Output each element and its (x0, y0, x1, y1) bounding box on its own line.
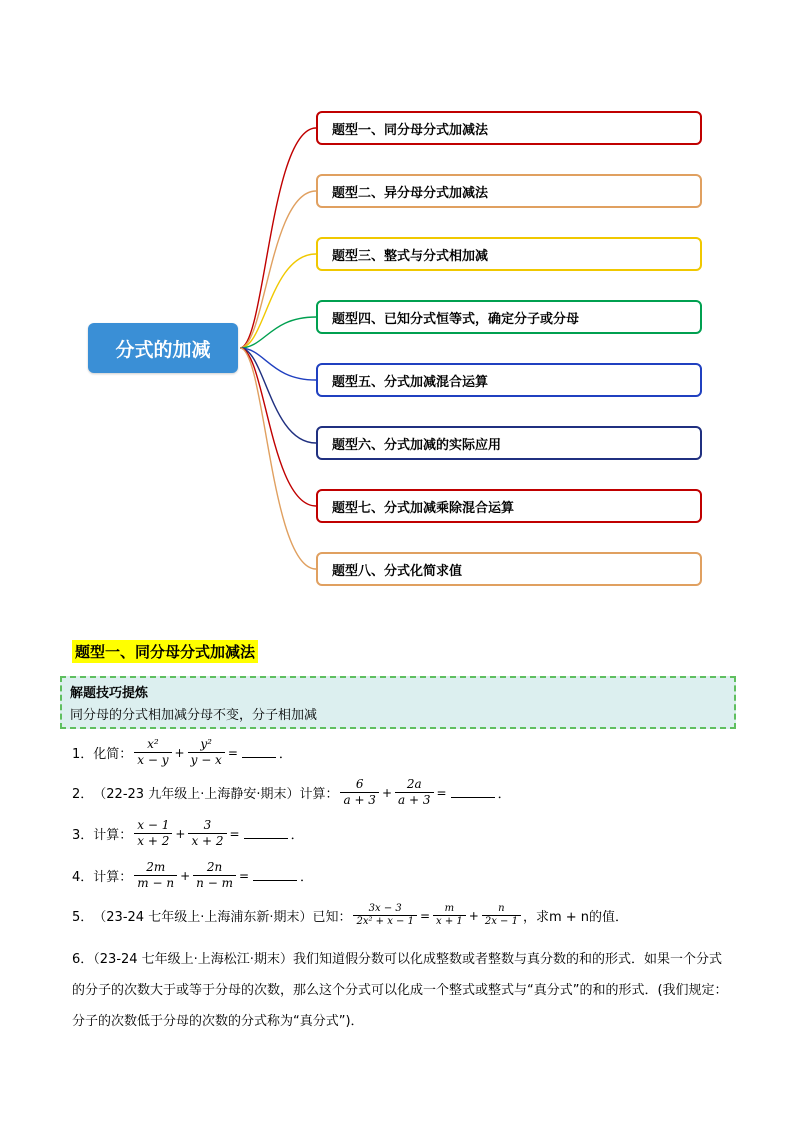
q5-f2-denominator: x + 1 (433, 915, 466, 928)
q4-prefix: 计算： (93, 870, 133, 885)
q2-prefix: （22-23 九年级上·上海静安·期末）计算： (93, 787, 339, 802)
q2-f1-numerator: 6 (355, 777, 364, 791)
q3-prefix: 计算： (93, 828, 133, 843)
question-2 (72, 777, 511, 808)
q5-f3-numerator: n (498, 903, 505, 914)
q3-f1-denominator: x + 2 (134, 833, 172, 849)
q1-answer-blank[interactable] (242, 747, 276, 758)
q3-end: ． (290, 828, 304, 843)
q4-end: ． (300, 870, 314, 885)
q5-f1-denominator: 2x² + x − 1 (353, 915, 417, 928)
q5-suffix: ，求m + n的值． (522, 910, 629, 925)
q3-equals: = (229, 826, 240, 841)
q2-equals: = (436, 785, 447, 800)
q3-answer-blank[interactable] (244, 828, 288, 839)
q1-plus: + (174, 745, 185, 760)
q1-f2-numerator: y² (200, 737, 212, 751)
q4-number: 4． (72, 870, 94, 885)
mindmap-node-2[interactable]: 题型二、异分母分式加减法 (316, 174, 702, 208)
q4-f2-numerator: 2n (206, 860, 223, 874)
q3-fraction-1 (134, 818, 172, 849)
mindmap-node-7[interactable]: 题型七、分式加减乘除混合运算 (316, 489, 702, 523)
tip-body: 同分母的分式相加减分母不变，分子相加减 (70, 708, 318, 723)
question-5 (72, 903, 628, 928)
q4-answer-blank[interactable] (253, 870, 297, 881)
q4-equals: = (238, 868, 250, 883)
section-title: 题型一、同分母分式加减法 (72, 640, 258, 663)
question-6: 6．（23-24 七年级上·上海松江·期末）我们知道假分数可以化成整数或者整数与真分数的和的形式．如果一个分式的分子的次数大于或等于分母的次数，那么这个分式可以化成一个整式或整式与“真分式”的和的形式．(我们规定：分子的次数低于分母的次数的分式称为“真分式”)． (72, 952, 728, 1029)
q3-f1-numerator: x − 1 (137, 818, 170, 832)
mindmap-node-3[interactable]: 题型三、整式与分式相加减 (316, 237, 702, 271)
q1-f1-denominator: x − y (134, 752, 171, 768)
q1-prefix: 化简： (93, 747, 133, 762)
q5-fraction-1 (353, 903, 417, 928)
q3-f2-numerator: 3 (203, 818, 212, 832)
q4-plus: + (180, 868, 191, 883)
mindmap-root: 分式的加减 (88, 323, 238, 373)
q4-fraction-2 (193, 860, 236, 891)
q5-fraction-2 (433, 903, 466, 928)
q4-f2-denominator: n − m (193, 875, 236, 891)
q2-number: 2． (72, 787, 94, 802)
mindmap-node-6[interactable]: 题型六、分式加减的实际应用 (316, 426, 702, 460)
q2-f2-numerator: 2a (406, 777, 422, 791)
tip-heading: 解题技巧提炼 (70, 686, 149, 701)
q1-fraction-1 (134, 737, 171, 768)
connector-6 (240, 348, 316, 443)
q2-fraction-2 (395, 777, 433, 808)
q3-plus: + (175, 826, 186, 841)
q1-fraction-2 (188, 737, 225, 768)
mindmap-node-1[interactable]: 题型一、同分母分式加减法 (316, 111, 702, 145)
q4-fraction-1 (134, 860, 177, 891)
q2-end: ． (497, 787, 511, 802)
q2-f2-denominator: a + 3 (395, 792, 433, 808)
q4-f1-denominator: m − n (134, 875, 177, 891)
q5-number: 5． (72, 910, 94, 925)
question-1 (72, 737, 292, 768)
mindmap-node-4[interactable]: 题型四、已知分式恒等式，确定分子或分母 (316, 300, 702, 334)
q3-fraction-2 (188, 818, 226, 849)
q1-equals: = (227, 745, 238, 760)
tip-box (60, 676, 736, 729)
q5-prefix: （23-24 七年级上·上海浦东新·期末）已知： (93, 910, 352, 925)
q5-equals: = (419, 908, 431, 923)
mindmap-node-5[interactable]: 题型五、分式加减混合运算 (316, 363, 702, 397)
q1-number: 1． (72, 747, 94, 762)
connector-8 (240, 348, 316, 569)
q3-f2-denominator: x + 2 (188, 833, 226, 849)
q2-plus: + (381, 785, 393, 800)
connector-1 (240, 128, 316, 348)
connector-3 (240, 254, 316, 348)
q5-plus: + (468, 908, 479, 923)
q5-f2-numerator: m (444, 903, 455, 914)
question-3 (72, 818, 304, 849)
q4-f1-numerator: 2m (146, 860, 166, 874)
question-4 (72, 860, 313, 891)
connector-2 (240, 191, 316, 348)
mindmap-node-8[interactable]: 题型八、分式化简求值 (316, 552, 702, 586)
q5-f1-numerator: 3x − 3 (368, 903, 402, 914)
connector-7 (240, 348, 316, 506)
q2-answer-blank[interactable] (451, 787, 495, 798)
q5-f3-denominator: 2x − 1 (482, 915, 521, 928)
q3-number: 3． (72, 828, 94, 843)
q2-fraction-1 (340, 777, 378, 808)
q1-f1-numerator: x² (147, 737, 159, 751)
q1-end: ． (278, 747, 292, 762)
q2-f1-denominator: a + 3 (340, 792, 378, 808)
q5-fraction-3 (482, 903, 521, 928)
q1-f2-denominator: y − x (188, 752, 225, 768)
